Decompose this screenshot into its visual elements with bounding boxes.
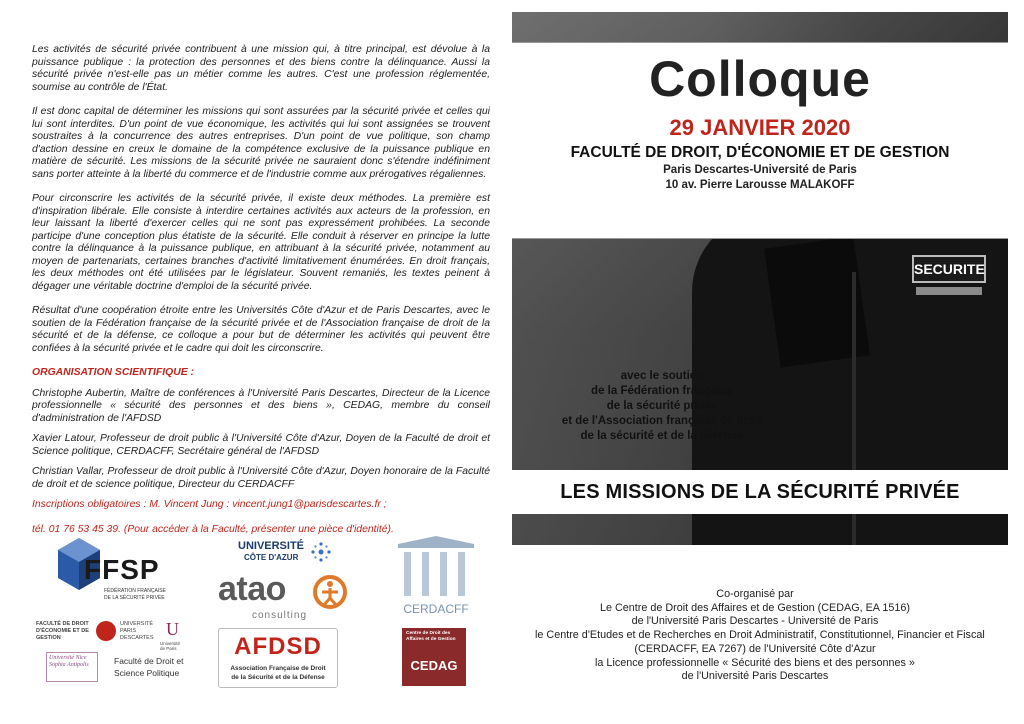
ffsp-sub: DE LA SÉCURITÉ PRIVÉE [104,595,165,601]
cedag-sub: Centre de Droit des Affaires et de Gestion [406,631,456,642]
event-header [512,42,1008,239]
fac-science-label: Science Politique [114,668,180,678]
uca-label: CÔTE D'AZUR [244,553,299,562]
event-address: 10 av. Pierre Larousse MALAKOFF [665,179,855,191]
afdsd-sub: Association Française de Droit [230,665,326,672]
event-title-box [512,470,1008,514]
atao-label: atao [218,570,286,608]
uca-dots-icon [310,541,332,563]
univ-paris-icon: U [166,619,179,639]
afdsd-label: AFDSD [234,633,322,660]
organiser: Christophe Aubertin, Maître de conférences à l'Université Paris Descartes, Directeur de la Licence professionnelle « sécurité des personnes et des biens », CEDAG, membre du conseil d'administration de l'AFDSD [32,387,490,424]
ffsp-sub: FÉDÉRATION FRANÇAISE [104,588,166,594]
uca-label: UNIVERSITÉ [238,540,305,552]
univ-sophia-logo: Université Nice Sophia Antipolis [46,652,98,682]
afdsd-logo [218,628,338,688]
event-venue: FACULTÉ DE DROIT, D'ÉCONOMIE ET DE GESTION [570,144,950,161]
atao-sub: consulting [252,610,308,621]
cedag-label: CEDAG [410,658,458,673]
cerdacff-logo [394,534,478,620]
univ-paris-label: Université de Paris [160,641,181,651]
atao-logo [218,570,358,622]
paragraph: Résultat d'une coopération étroite entre les Universités Côte d'Azur et de Paris Descartes, avec le soutien de la Fédération française de la sécurité privée et de l'Association française de droit de la sécurité et de la défense, ce colloque a pour but de déterminer les activités qui peuvent être confiées à la sécurité privée et le cadre qui doit les circonscrire. [32,305,490,354]
fac-droit-logo [36,619,186,651]
fac-seal-icon [96,621,116,641]
paragraph: Pour circonscrire les activités de la sécurité privée, il existe deux méthodes. La première est d'inspiration libérale. Elle consiste à interdire certaines activités aux acteurs de la profession, en leur laissant la liberté d'exercer celles qui ne sont pas expressément prohibées. La seconde participe d'une conception plus étatiste de la sécurité. Elle conduit à réserver en principe la lutte contre la délinquance à la puissance publique, en attribuant à la sécurité privée, notamment au moyen de partenariats, certaines branches d'activité limitativement énumérées. En droit français, les deux méthodes ont été utilisées par le législateur. Souvent remaniés, les textes peinent à dégager une véritable doctrine d'emploi de la sécurité privée. [32,193,490,292]
event-type: Colloque [649,51,871,107]
atao-person-icon [312,574,348,610]
organiser: Xavier Latour, Professeur de droit public à l'Université Côte d'Azur, Doyen de la Faculté de droit et Science politique, CERDACFF, Secrétaire général de l'AFDSD [32,433,490,457]
nice-faculte-logo [46,652,186,682]
fac-droit-label: FACULTÉ DE DROIT D'ÉCONOMIE ET DE GESTION [36,621,89,641]
cover-panel [512,12,1008,545]
uca-logo [238,538,338,570]
fac-univ-label: UNIVERSITÉ PARIS DESCARTES [120,621,154,641]
ffsp-logo [56,534,186,604]
left-text-column [32,44,490,548]
organisation-section [32,367,490,491]
organiser: Christian Vallar, Professeur de droit public à l'Université Côte d'Azur, Doyen honoraire de la Faculté de droit et de science politique, Directeur du CERDACFF [32,466,490,490]
paragraph: Il est donc capital de déterminer les missions qui sont assurées par la sécurité privée et celles qui lui sont interdites. D'un point de vue économique, les activités qui lui sont assignées se trouvent soustraites à la concurrence des autres entreprises. D'un point de vue politique, son champ d'action dessine en creux le domaine de la compétence exclusive de la puissance publique en matière de sécurité. Les missions de la sécurité privée ne sauraient donc s'étendre indéfiniment sans porter atteinte à la liberté du commerce et de l'industrie comme aux prérogatives régaliennes. [32,106,490,180]
cerdacff-label: CERDACFF [403,602,469,616]
event-title: LES MISSIONS DE LA SÉCURITÉ PRIVÉE [560,481,960,503]
afdsd-sub: de la Sécurité et de la Défense [231,674,325,681]
event-date: 29 JANVIER 2020 [669,115,851,140]
cedag-logo [402,628,466,686]
cerdacff-columns-icon [394,534,478,600]
support-text: avec le soutien de la Fédération française de la sécurité privée et de l'Association française de droit de la sécurité et de la défense [561,370,763,442]
organisation-title: ORGANISATION SCIENTIFIQUE : [32,367,195,378]
inscription-line: Inscriptions obligatoires : M. Vincent Jung : vincent.jung1@parisdescartes.fr ; [32,499,387,510]
securite-badge: SECURITE [912,255,986,283]
fac-science-label: Faculté de Droit et [114,656,184,666]
event-address: Paris Descartes-Université de Paris [663,164,857,176]
inscription-line: tél. 01 76 53 45 39. (Pour accéder à la Faculté, présenter une pièce d'identité). [32,523,394,535]
co-organisers: Co-organisé par Le Centre de Droit des Affaires et de Gestion (CEDAG, EA 1516) de l'Université Paris Descartes - Université de Paris le Centre d'Etudes et de Recherches en Droit Administratif, Constitutionnel, Financier et Fiscal (CERDACFF, EA 7267) de l'Université Côte d'Azur la Licence professionnelle « Sécurité des biens et des personnes » de l'Université Paris Descartes [535,588,985,683]
ffsp-label: FFSP [84,554,160,585]
paragraph: Les activités de sécurité privée contribuent à une mission qui, à titre principal, est dévolue à la puissance publique : la protection des personnes et des biens contre la délinquance. Aussi la sécurité privée n'est-elle pas un métier comme les autres. C'est une profession réglementée, soumise au contrôle de l'État. [32,44,490,93]
